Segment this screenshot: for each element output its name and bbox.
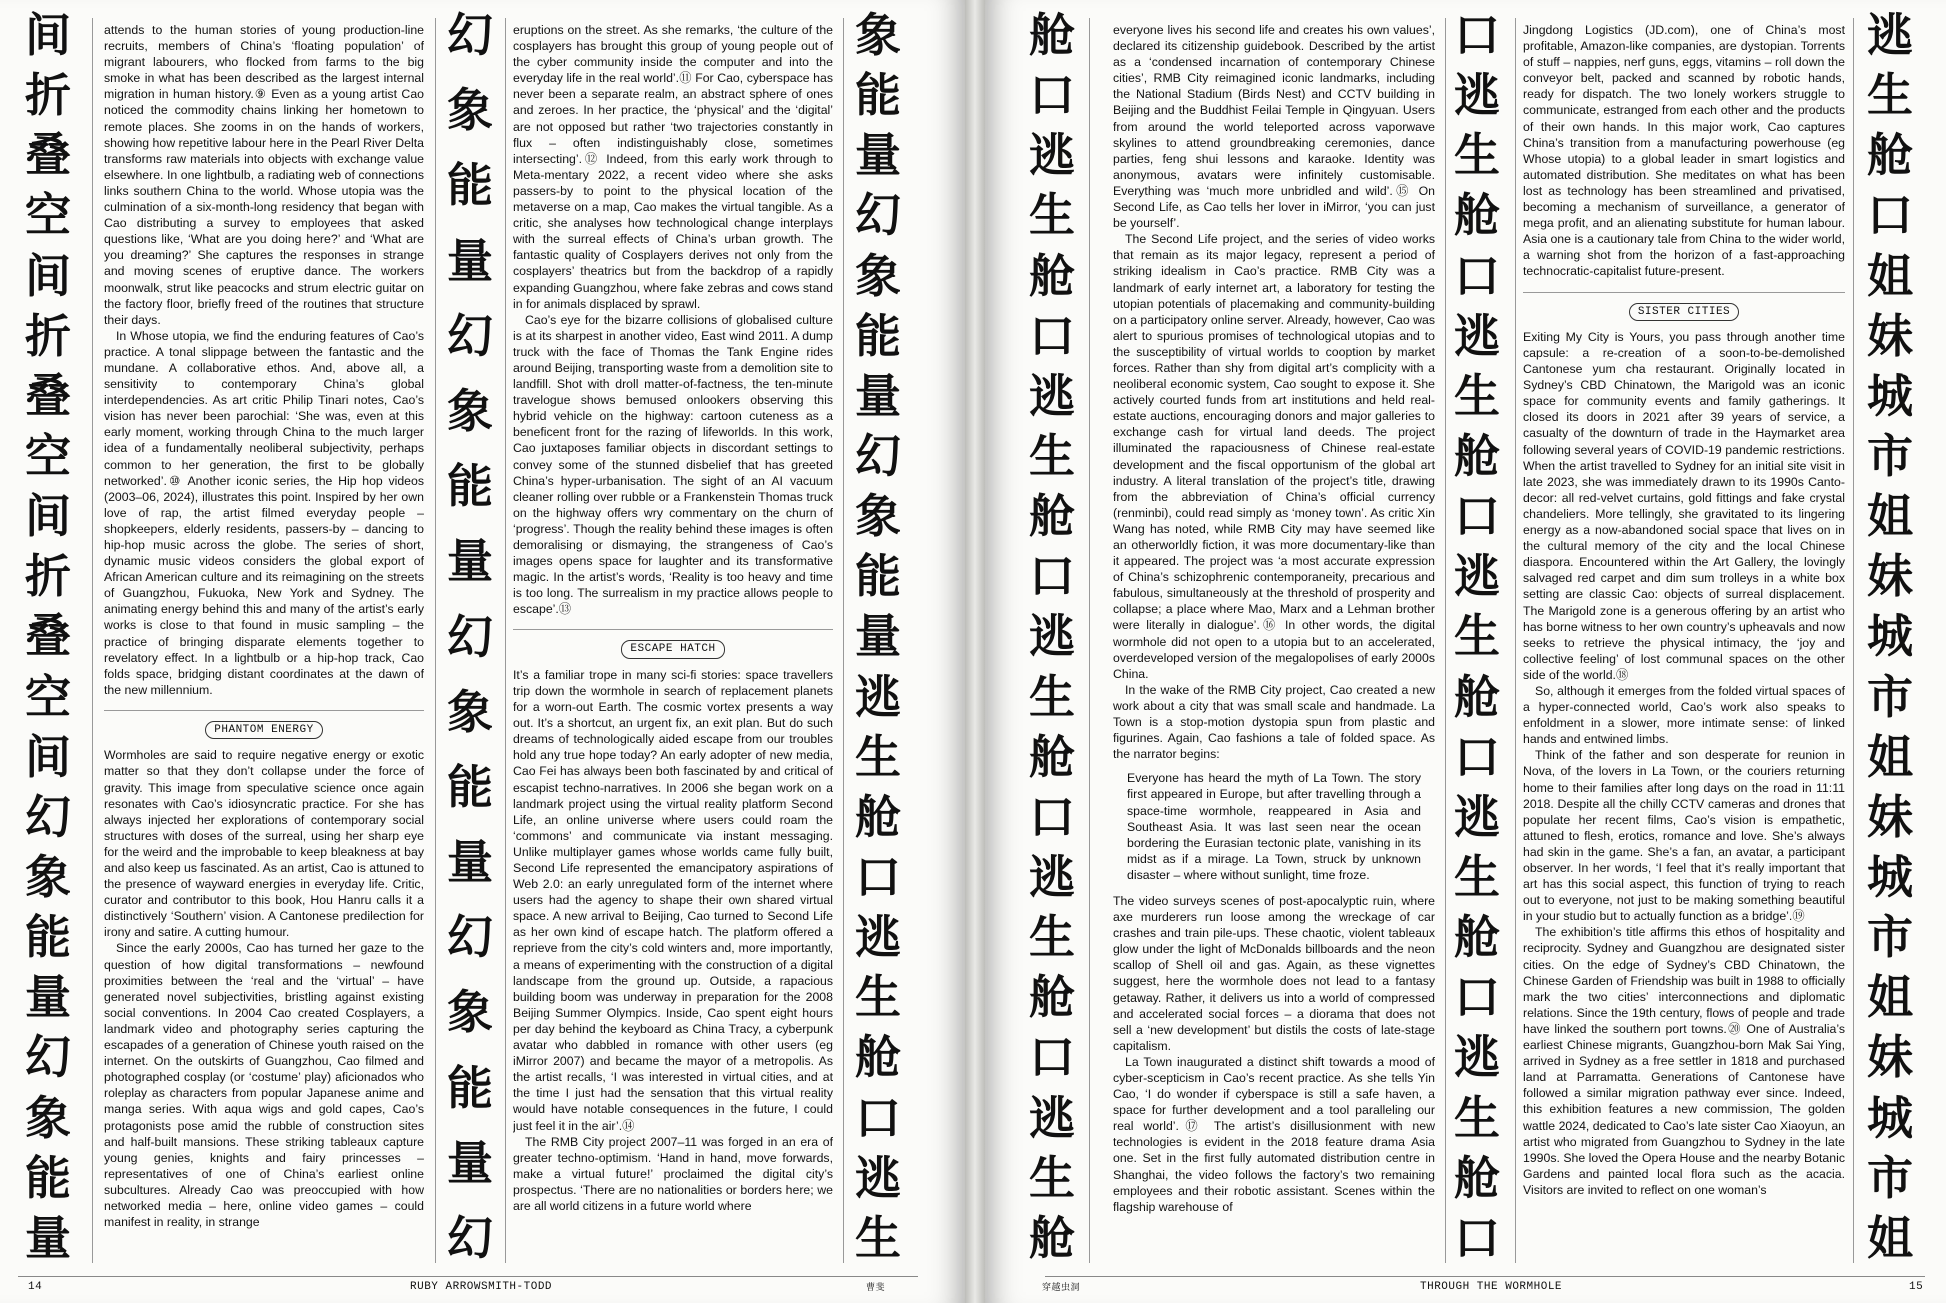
spine-gutter (965, 0, 985, 1303)
vertical-glyph: 口 (1029, 308, 1075, 363)
vertical-glyph: 舱 (1029, 489, 1075, 544)
vertical-glyph: 量 (855, 368, 901, 423)
vertical-glyph: 逃 (1029, 849, 1075, 904)
vertical-glyph: 生 (855, 970, 901, 1025)
vertical-glyph: 逃 (1029, 609, 1075, 664)
vertical-glyph: 姐 (1867, 1210, 1913, 1265)
paragraph: In the wake of the RMB City project, Cao created a new work about a city that was small scale and handmade. La Town is a stop-motion dystopia spun from plastic and figurines. Again, Cao fashions a tale of folded space. As the narrator begins: (1113, 682, 1435, 762)
vertical-glyph: 生 (855, 729, 901, 784)
vertical-glyph: 象 (25, 849, 71, 904)
vertical-glyph: 口 (1454, 729, 1500, 784)
block-quote: Everyone has heard the myth of La Town. The story first appeared in Europe, but after travelling through a space-time wormhole, reappeared in Asia and Southeast Asia. It was last seen near the ocean bordering the Eurasian tectonic plate, vanishing in its midst as if a mirage. La Town, struck by unknown disaster – where without sunlight, time froze. (1127, 771, 1421, 882)
paragraph: The Second Life project, and the series of video works that remain as its major legacy, represent a period of striking idealism in Cao’s practice. RMB City was a landmark of early internet art, a laboratory for testing the utopian potentials of placemaking and community-building on a participatory online server. Already, however, Cao was alert to spurious promises of technological utopias and to the susceptibility of virtual worlds to cooption by market forces. Rather than shy from digital art’s complicity with a neoliberal economic system, Cao sought to expose it. She actively courted funds from art institutions and held real-estate auctions, encouraging donors and major galleries to exchange cash for virtual land deeds. The project illuminated the rapaciousness of Chinese real-estate development and the fiscal opportunism of the global art industry. A literal translation of the project’s title, drawing from the abbreviation of China’s official currency (renminbi), could read simply as ‘money town’. As critic Xin Wang has noted, while RMB City may have seemed like an otherworldly fiction, it was more documentary-like than it appeared. The project was ‘a most accurate expression of China’s schizophrenic contemporaneity, precarious and fabulous, simultaneously at the threshold of prosperity and collapse; a place where Mao, Marx and a Lehman brother were literally in dialogue’.⑯ In other words, the digital wormhole did not open to a utopia but to an accelerated, overdeveloped version of the megalopolises of early 2000s China. (1113, 232, 1435, 681)
paragraph: Wormholes are said to require negative energy or exotic matter so that they don’t collapse under the force of gravity. This image from speculative science once again resonates with Cao’s idiosyncratic practice. For she has always injected her explorations of contemporary social structures with doses of the surreal, using her sharp eye for the weird and the improbable to keep bleakness at bay and also keep us fascinated. As an artist, Cao is attuned to the presence of wayward energies in everyday life. Critic, curator and contributor to this book, Hou Hanru calls it a distinctively ‘Southern’ vision. A Cantonese predilection for irony and satire. A cutting humour. (104, 748, 424, 940)
vertical-glyph: 能 (447, 759, 493, 814)
vertical-glyph: 折 (25, 68, 71, 123)
paragraph: Since the early 2000s, Cao has turned her gaze to the question of how digital transformations – newfound proximities between the ‘real and the ‘virtual’ – have generated novel subjectivities, bristling against existing social conventions. In 2004 Cao created Cosplayers, a landmark video and photography series capturing the escapades of a generation of Chinese youth raised on the internet. On the outskirts of Guangzhou, Cao filmed and photographed cosplay (or ‘costume’ play) aficionados who roleplay as characters from popular Japanese anime and manga series. With aqua wigs and gold capes, Cao’s protagonists pose amid the rubble of construction sites and half-built mansions. These striking tableaux capture young genies, knights and fairy princesses – representatives of one of China’s earliest online subcultures. Already Cao was preoccupied with how networked media – here, online video games – could manifest in reality, in strange (104, 941, 424, 1230)
column-rule (505, 18, 506, 1263)
vertical-glyph: 幻 (855, 428, 901, 483)
vertical-glyph: 姐 (1867, 970, 1913, 1025)
vertical-glyph: 舱 (1454, 1150, 1500, 1205)
vertical-glyph: 口 (855, 849, 901, 904)
vertical-glyph-strip (440, 8, 500, 1267)
column-rule (1515, 18, 1516, 1263)
vertical-glyph: 口 (1029, 789, 1075, 844)
section-divider (1523, 292, 1845, 293)
vertical-glyph: 妹 (1867, 789, 1913, 844)
vertical-glyph-strip (18, 8, 78, 1267)
vertical-glyph: 能 (25, 910, 71, 965)
paragraph: Exiting My City is Yours, you pass through another time capsule: a re-creation of a soon-to-be-demolished Cantonese yum cha restaurant. Originally located in Sydney’s CBD Chinatown, the Marigold was an iconic space for community events and family gatherings. It closed its doors in 2021 after 39 years of service, a casualty of the downturn of trade in the Haymarket area following several years of COVID-19 pandemic restrictions. When the artist travelled to Sydney for an initial site visit in late 2023, she was immediately drawn to its 1990s Canto-decor: all red-velvet curtains, gold fittings and fake crystal chandeliers. More tellingly, she gravitated to its lingering energy as a now-abandoned social space that lives on in the cultural memory of the city and the local Chinese diaspora. Encountered within the Art Gallery, the lovingly salvaged red carpet and dim sum trolleys in a white box setting are classic Cao: objects of surreal displacement. The Marigold zone is a generous offering by an artist who has borne witness to her own country’s upheavals and now seeks to retrieve the physical intimacy, the ‘joy and collective feeling’ of lost communal spaces on the other side of the world.⑱ (1523, 329, 1845, 682)
vertical-glyph: 生 (1454, 368, 1500, 423)
vertical-glyph: 间 (25, 729, 71, 784)
paragraph: Jingdong Logistics (JD.com), one of China’s most profitable, Amazon-like companies, are dystopian. Torrents of stuff – nappies, nerf guns, eggs, vitamins – roll down the conveyor belt, packed and scanned by robotic hands, ready for dispatch. The two lonely workers struggle to communicate, estranged from each other and the products of their own hands. In this major work, Cao captures China’s transition from a manufacturing powerhouse (eg Whose utopia) to a global leader in smart logistics and automated distribution. She meditates on what has been lost as technology has been streamlined and privatised, becoming a mechanism of surveillance, a generator of mega profit, and an alienating substitute for human labour. Asia one is a cautionary tale from China to the wider world, a warning shot from the horizon of a fast-approaching technocratic-capitalist future-present. (1523, 23, 1845, 279)
footer-rule (18, 1276, 918, 1277)
vertical-glyph: 生 (1867, 68, 1913, 123)
vertical-glyph: 象 (447, 83, 493, 138)
vertical-glyph: 城 (1867, 609, 1913, 664)
vertical-glyph: 逃 (855, 910, 901, 965)
vertical-glyph: 空 (25, 669, 71, 724)
vertical-glyph: 市 (1867, 910, 1913, 965)
footer-rule (1045, 1276, 1925, 1277)
vertical-glyph: 逃 (1454, 789, 1500, 844)
paragraph: Think of the father and son desperate for reunion in Nova, of the lovers in La Town, or the couriers returning home to their families after long days on the road in 11:11 2018. Despite all the chilly CCTV cameras and drones that populate her recent films, Cao’s vision is empathetic, attuned to flesh, erotics, romance and love. She’s always had skin in the game. She’s a fan, an avatar, a participant observer. In her words, ‘I feel that it’s really important that art has this social aspect, this function of trying to reach out to everyone, not just to be making something beautiful in your studio but to actually function as a bridge’.⑲ (1523, 748, 1845, 924)
column-rule (92, 18, 93, 1263)
vertical-glyph: 口 (1454, 1210, 1500, 1265)
vertical-glyph: 能 (25, 1150, 71, 1205)
vertical-glyph: 能 (855, 68, 901, 123)
vertical-glyph: 舱 (1029, 729, 1075, 784)
paragraph: everyone lives his second life and creates his own values’, declared its citizenship guidebook. Described by the artist as a ‘condensed incarnation of contemporary Chinese cities’, RMB City reimagined iconic landmarks, including the National Stadium (Birds Nest) and CCTV building in Beijing and the Buddhist Feilai Temple in Qingyuan. Users from around the world teleported across vaporwave skylines to attend groundbreaking ceremonies, dance parties, feng shui lessons and karaoke. Identity was anonymous, avatars were infinitely customisable. Everything was ‘much more unbridled and wild’.⑮ On Second Life, as Cao tells her lover in iMirror, ‘you can just be yourself’. (1113, 23, 1435, 231)
vertical-glyph: 量 (447, 835, 493, 890)
vertical-glyph: 能 (855, 549, 901, 604)
column-rule (1089, 18, 1090, 1263)
vertical-glyph: 象 (25, 1090, 71, 1145)
running-head-chinese: 穿越虫洞 (1042, 1283, 1081, 1293)
vertical-glyph: 舱 (1029, 248, 1075, 303)
vertical-glyph: 间 (25, 8, 71, 62)
vertical-glyph: 市 (1867, 428, 1913, 483)
vertical-glyph: 生 (1029, 188, 1075, 243)
vertical-glyph: 幻 (855, 188, 901, 243)
paragraph: So, although it emerges from the folded virtual spaces of a hyper-connected world, Cao’s work also speaks to enfoldment in a slower, more intimate sense: of linked hands and entwined limbs. (1523, 683, 1845, 747)
page-number: 15 (1909, 1281, 1924, 1293)
vertical-glyph: 量 (855, 609, 901, 664)
vertical-glyph: 口 (1029, 1030, 1075, 1085)
vertical-glyph: 能 (447, 1060, 493, 1115)
paragraph: The video surveys scenes of post-apocalyptic ruin, where axe murderers run loose among the wreckage of car crashes and train pile-ups. These chaotic, violent tableaux glow under the light of McDonalds billboards and the neon scallop of Shell oil and gas. Again, as these vignettes suggest, here the wormhole does not lead to a fantasy getaway. Rather, it delivers us into a world of compressed and accelerated social forces – a diorama that does not sell a ‘new development’ but distils the costs of late-stage capitalism. (1113, 893, 1435, 1053)
text-column-2 (1523, 22, 1845, 1257)
vertical-glyph: 量 (855, 128, 901, 183)
vertical-glyph: 生 (855, 1210, 901, 1265)
vertical-glyph: 幻 (25, 789, 71, 844)
vertical-glyph: 叠 (25, 368, 71, 423)
vertical-glyph: 逃 (1029, 368, 1075, 423)
vertical-glyph: 姐 (1867, 248, 1913, 303)
column-rule (1853, 18, 1854, 1263)
vertical-glyph: 象 (855, 8, 901, 62)
right-page (985, 0, 1946, 1303)
left-page (0, 0, 965, 1303)
paragraph: attends to the human stories of young production-line recruits, members of China’s ‘floating population’ of migrant labourers, who flocked from farms to the big smoke in what has been described as the largest internal migration in human history.⑨ Even as a young artist Cao noticed the commodity chains linking her hometown to remote places. She zooms in on the hands of workers, showing how repetitive labour here in the Pearl River Delta transforms raw materials into objects with exchange value elsewhere. In one lightbulb, a radiating web of connections links southern China to the world. Whose utopia was the culmination of a six-month-long residency that began with Cao distributing a survey to employees that asked questions like, ‘What are you doing here?’ and ‘What are you dreaming?’ She captures the responses in strange and moving scenes of eruptive dance. The workers moonwalk, strut like peacocks and strum electric guitar on the factory floor, briefly freed of the routines that structure their days. (104, 23, 424, 327)
vertical-glyph: 逃 (855, 1150, 901, 1205)
vertical-glyph: 舱 (1867, 128, 1913, 183)
vertical-glyph: 姐 (1867, 729, 1913, 784)
text-column-1 (104, 22, 424, 1257)
paragraph: eruptions on the street. As she remarks, ‘the culture of the cosplayers has brought this group of young people out of the cyber community inside the computer and into the everyday life in the real world’.⑪ For Cao, cyberspace has never been a separate realm, an abstract sphere of ones and zeroes. In her practice, the ‘physical’ and the ‘digital’ are not opposed but rather ‘two trajectories constantly in flux – often indistinguishably close, sometimes intersecting’.⑫ Indeed, from this early work through to Meta-mentary 2022, a recent video where she asks passers-by to point to the physical location of the metaverse on a map, Cao makes the virtual tangible. As a critic, she analyses how technological change interplays with the surreal effects of China’s urban growth. The fantastic quality of Cosplayers derives not only from the cosplayers’ theatrics but from the backdrop of a rapidly expanding Guangzhou, where fake zebras and cows stand in for animals displaced by sprawl. (513, 23, 833, 311)
vertical-glyph: 生 (1029, 1150, 1075, 1205)
vertical-glyph: 口 (1454, 8, 1500, 62)
vertical-glyph: 幻 (447, 8, 493, 62)
vertical-glyph: 幻 (447, 308, 493, 363)
paragraph: The exhibition’s title affirms this ethos of hospitality and reciprocity. Sydney and Guangzhou are designated sister cities. On the edge of Sydney’s CBD Chinatown, the Chinese Garden of Friendship was built in 1988 to officially mark the two cities’ interconnections and diplomatic relations. Since the 19th century, flows of people and trade have linked the southern port towns.⑳ One of Australia’s earliest Chinese migrants, Guangzhou-born Mak Sai Ying, arrived in Sydney as a free settler in 1818 and purchased land at Parramatta. Generations of Cantonese have followed a similar migration pathway ever since. Indeed, this exhibition features a new commission, The golden wattle 2024, dedicated to Cao’s late sister Cao Xiaoyun, an artist who migrated from Guangzhou to Sydney in the late 1990s. She loved the Opera House and the nearby Botanic Gardens and painted local flora such as the acacia. Visitors are invited to reflect on one woman’s (1523, 925, 1845, 1197)
vertical-glyph: 生 (1454, 1090, 1500, 1145)
paragraph: Cao’s eye for the bizarre collisions of globalised culture is at its sharpest in another video, East wind 2011. A dump truck with the face of Thomas the Tank Engine rides around Beijing, transporting waste from a demolition site to landfill. Shot with droll matter-of-factness, the ten-minute travelogue shows bemused onlookers observing this hybrid vehicle on the highway: cartoon cuteness as a beneficent front for the razing of lifeworlds. In this work, Cao juxtaposes familiar objects in discordant settings to convey some of the stunned disbelief that has greeted China’s hyper-urbanisation. The sight of an AI vacuum cleaner rolling over rubble or a Frankenstein Thomas truck on the highway offers wry commentary on the churn of ‘progress’. Though the reality behind these images is often demoralising or dismaying, the strangeness of Cao’s images opens space for laughter and its transformative magic. In the artist’s words, ‘Reality is too heavy and time is too long. The surrealism in my practice allows people to escape’.⑬ (513, 312, 833, 617)
vertical-glyph: 舱 (1029, 1210, 1075, 1265)
vertical-glyph: 量 (447, 534, 493, 589)
page-number: 14 (28, 1281, 43, 1293)
vertical-glyph-strip (1447, 8, 1507, 1267)
vertical-glyph: 象 (447, 383, 493, 438)
vertical-glyph: 口 (1454, 489, 1500, 544)
vertical-glyph: 城 (1867, 368, 1913, 423)
vertical-glyph: 量 (25, 970, 71, 1025)
text-column-2 (513, 22, 833, 1257)
vertical-glyph: 舱 (1454, 428, 1500, 483)
vertical-glyph: 舱 (855, 1030, 901, 1085)
vertical-glyph: 量 (447, 233, 493, 288)
vertical-glyph: 生 (1454, 609, 1500, 664)
vertical-glyph: 逃 (1454, 68, 1500, 123)
vertical-glyph: 量 (447, 1135, 493, 1190)
vertical-glyph: 空 (25, 188, 71, 243)
paragraph: The RMB City project 2007–11 was forged in an era of greater techno-optimism. ‘Hand in hand, move forwards, make a virtual future!’ proclaimed the digital city’s prospectus. ‘There are no nationalities or borders here; we are all world citizens in a future world where (513, 1134, 833, 1213)
vertical-glyph-strip (848, 8, 908, 1267)
vertical-glyph: 生 (1454, 128, 1500, 183)
vertical-glyph: 幻 (447, 910, 493, 965)
vertical-glyph: 叠 (25, 609, 71, 664)
vertical-glyph: 口 (1029, 549, 1075, 604)
vertical-glyph: 妹 (1867, 308, 1913, 363)
vertical-glyph: 姐 (1867, 489, 1913, 544)
vertical-glyph: 量 (25, 1210, 71, 1265)
column-rule (843, 18, 844, 1263)
vertical-glyph: 空 (25, 428, 71, 483)
vertical-glyph: 幻 (25, 1030, 71, 1085)
vertical-glyph: 口 (1029, 68, 1075, 123)
running-head-title: THROUGH THE WORMHOLE (1420, 1281, 1563, 1293)
section-divider (104, 710, 424, 711)
text-column-1 (1113, 22, 1435, 1257)
vertical-glyph: 幻 (447, 609, 493, 664)
vertical-glyph-strip (1860, 8, 1920, 1267)
vertical-glyph: 逃 (1867, 8, 1913, 62)
section-heading: SISTER CITIES (1629, 303, 1739, 321)
vertical-glyph: 舱 (855, 789, 901, 844)
vertical-glyph: 舱 (1454, 669, 1500, 724)
vertical-glyph: 城 (1867, 1090, 1913, 1145)
vertical-glyph: 生 (1454, 849, 1500, 904)
vertical-glyph: 妹 (1867, 549, 1913, 604)
vertical-glyph: 生 (1029, 669, 1075, 724)
paragraph: In Whose utopia, we find the enduring features of Cao’s practice. A tonal slippage between the fantastic and the mundane. A collaborative ethos. And, above all, a sensitivity to contemporary China’s global interdependencies. As art critic Philip Tinari notes, Cao’s vision has never been parochial: ‘She was, even at this early moment, working through China to the much larger idea of a fundamentally neoliberal subjectivity, perhaps common to her generation, the first to be globally networked’.⑩ Another iconic series, the Hip hop videos (2003–06, 2024), illustrates this point. Inspired by her own love of rap, the artist filmed everyday people – shopkeepers, elderly residents, passers-by – dancing to hip-hop music across the globe. The series of short, dynamic music videos considers the global export of African American culture and its reimagining on the streets of Guangzhou, Fukuoka, New York and Sydney. The animating energy behind this and many of the artist’s early works is close to that found in music sampling – the practice of bringing disparate elements together to revelatory effect. In a lightbulb or a hip-hop track, Cao folds space, bridging distant coordinates at the dawn of the new millennium. (104, 328, 424, 697)
vertical-glyph: 能 (855, 308, 901, 363)
vertical-glyph: 象 (447, 684, 493, 739)
section-divider (513, 629, 833, 630)
vertical-glyph: 舱 (1454, 910, 1500, 965)
vertical-glyph: 叠 (25, 128, 71, 183)
section-heading: PHANTOM ENERGY (205, 721, 322, 739)
vertical-glyph: 折 (25, 308, 71, 363)
section-heading: ESCAPE HATCH (621, 640, 724, 658)
vertical-glyph: 舱 (1029, 8, 1075, 62)
vertical-glyph: 生 (1029, 428, 1075, 483)
paragraph: It’s a familiar trope in many sci-fi stories: space travellers trip down the wormhole in search of replacement planets for a worn-out Earth. The cosmic vortex presents a way out. It’s a shortcut, an urgent fix, an exit plan. But do such dreams of technologically aided escape from our troubles hold any true hope today? An early adopter of new media, Cao Fei has always been both fascinated by and critical of escapist techno-narratives. In 2006 she began work on a landmark project using the virtual reality platform Second Life, an online universe where users could roam the ‘commons’ and communicate via instant messaging. Unlike multiplayer games whose worlds came fully built, Second Life represented the emancipatory aspirations of Web 2.0: an early unregulated form of the internet where users had the agency to shape their own shared virtual space. A new arrival to Beijing, Cao turned to Second Life as her own kind of escape hatch. The platform offered a reprieve from the city’s cold winters and, more importantly, a means of experimenting with the construction of a digital landscape from the ground up. Outside, a rapacious building boom was underway in preparation for the 2008 Beijing Summer Olympics. Inside, Cao spent eight hours per day behind the keyboard as China Tracy, a cyberpunk avatar who dabbled in romance with other users (eg iMirror 2007) and became the mayor of a metropolis. As the artist recalls, ‘I was interested in virtual cities, and at the time I just had the sensation that this virtual reality would have notable consequences in the future, I could just feel it in the air’.⑭ (513, 667, 833, 1133)
vertical-glyph: 逃 (855, 669, 901, 724)
vertical-glyph: 间 (25, 248, 71, 303)
vertical-glyph: 口 (1867, 188, 1913, 243)
vertical-glyph: 折 (25, 549, 71, 604)
vertical-glyph: 象 (447, 985, 493, 1040)
vertical-glyph: 逃 (1454, 549, 1500, 604)
vertical-glyph: 逃 (1029, 128, 1075, 183)
column-rule (1445, 18, 1446, 1263)
column-rule (435, 18, 436, 1263)
vertical-glyph: 幻 (447, 1211, 493, 1265)
vertical-glyph: 城 (1867, 849, 1913, 904)
vertical-glyph: 舱 (1029, 970, 1075, 1025)
running-head-chinese: 曹斐 (866, 1283, 886, 1293)
vertical-glyph: 间 (25, 489, 71, 544)
vertical-glyph: 生 (1029, 910, 1075, 965)
vertical-glyph: 妹 (1867, 1030, 1913, 1085)
vertical-glyph: 逃 (1029, 1090, 1075, 1145)
paragraph: La Town inaugurated a distinct shift towards a mood of cyber-scepticism in Cao’s recent practice. As she tells Yin Cao, ‘I do wonder if cyberspace is still a safe haven, a space for further development and a tool paralleling our real world’.⑰ The artist’s disillusionment with new technologies is evident in the 2018 feature drama Asia one. Set in the first fully automated distribution centre in Shanghai, the video follows the factory’s two remaining employees and their robotic assistant. Scenes within the flagship warehouse of (1113, 1054, 1435, 1214)
vertical-glyph: 能 (447, 158, 493, 213)
vertical-glyph: 能 (447, 459, 493, 514)
vertical-glyph: 逃 (1454, 308, 1500, 363)
running-head-author: RUBY ARROWSMITH-TODD (410, 1281, 553, 1293)
vertical-glyph: 象 (855, 489, 901, 544)
vertical-glyph: 市 (1867, 1150, 1913, 1205)
vertical-glyph: 口 (1454, 248, 1500, 303)
vertical-glyph: 口 (1454, 970, 1500, 1025)
vertical-glyph: 象 (855, 248, 901, 303)
vertical-glyph: 口 (855, 1090, 901, 1145)
vertical-glyph: 市 (1867, 669, 1913, 724)
vertical-glyph: 舱 (1454, 188, 1500, 243)
vertical-glyph: 逃 (1454, 1030, 1500, 1085)
vertical-glyph-strip (1022, 8, 1082, 1267)
